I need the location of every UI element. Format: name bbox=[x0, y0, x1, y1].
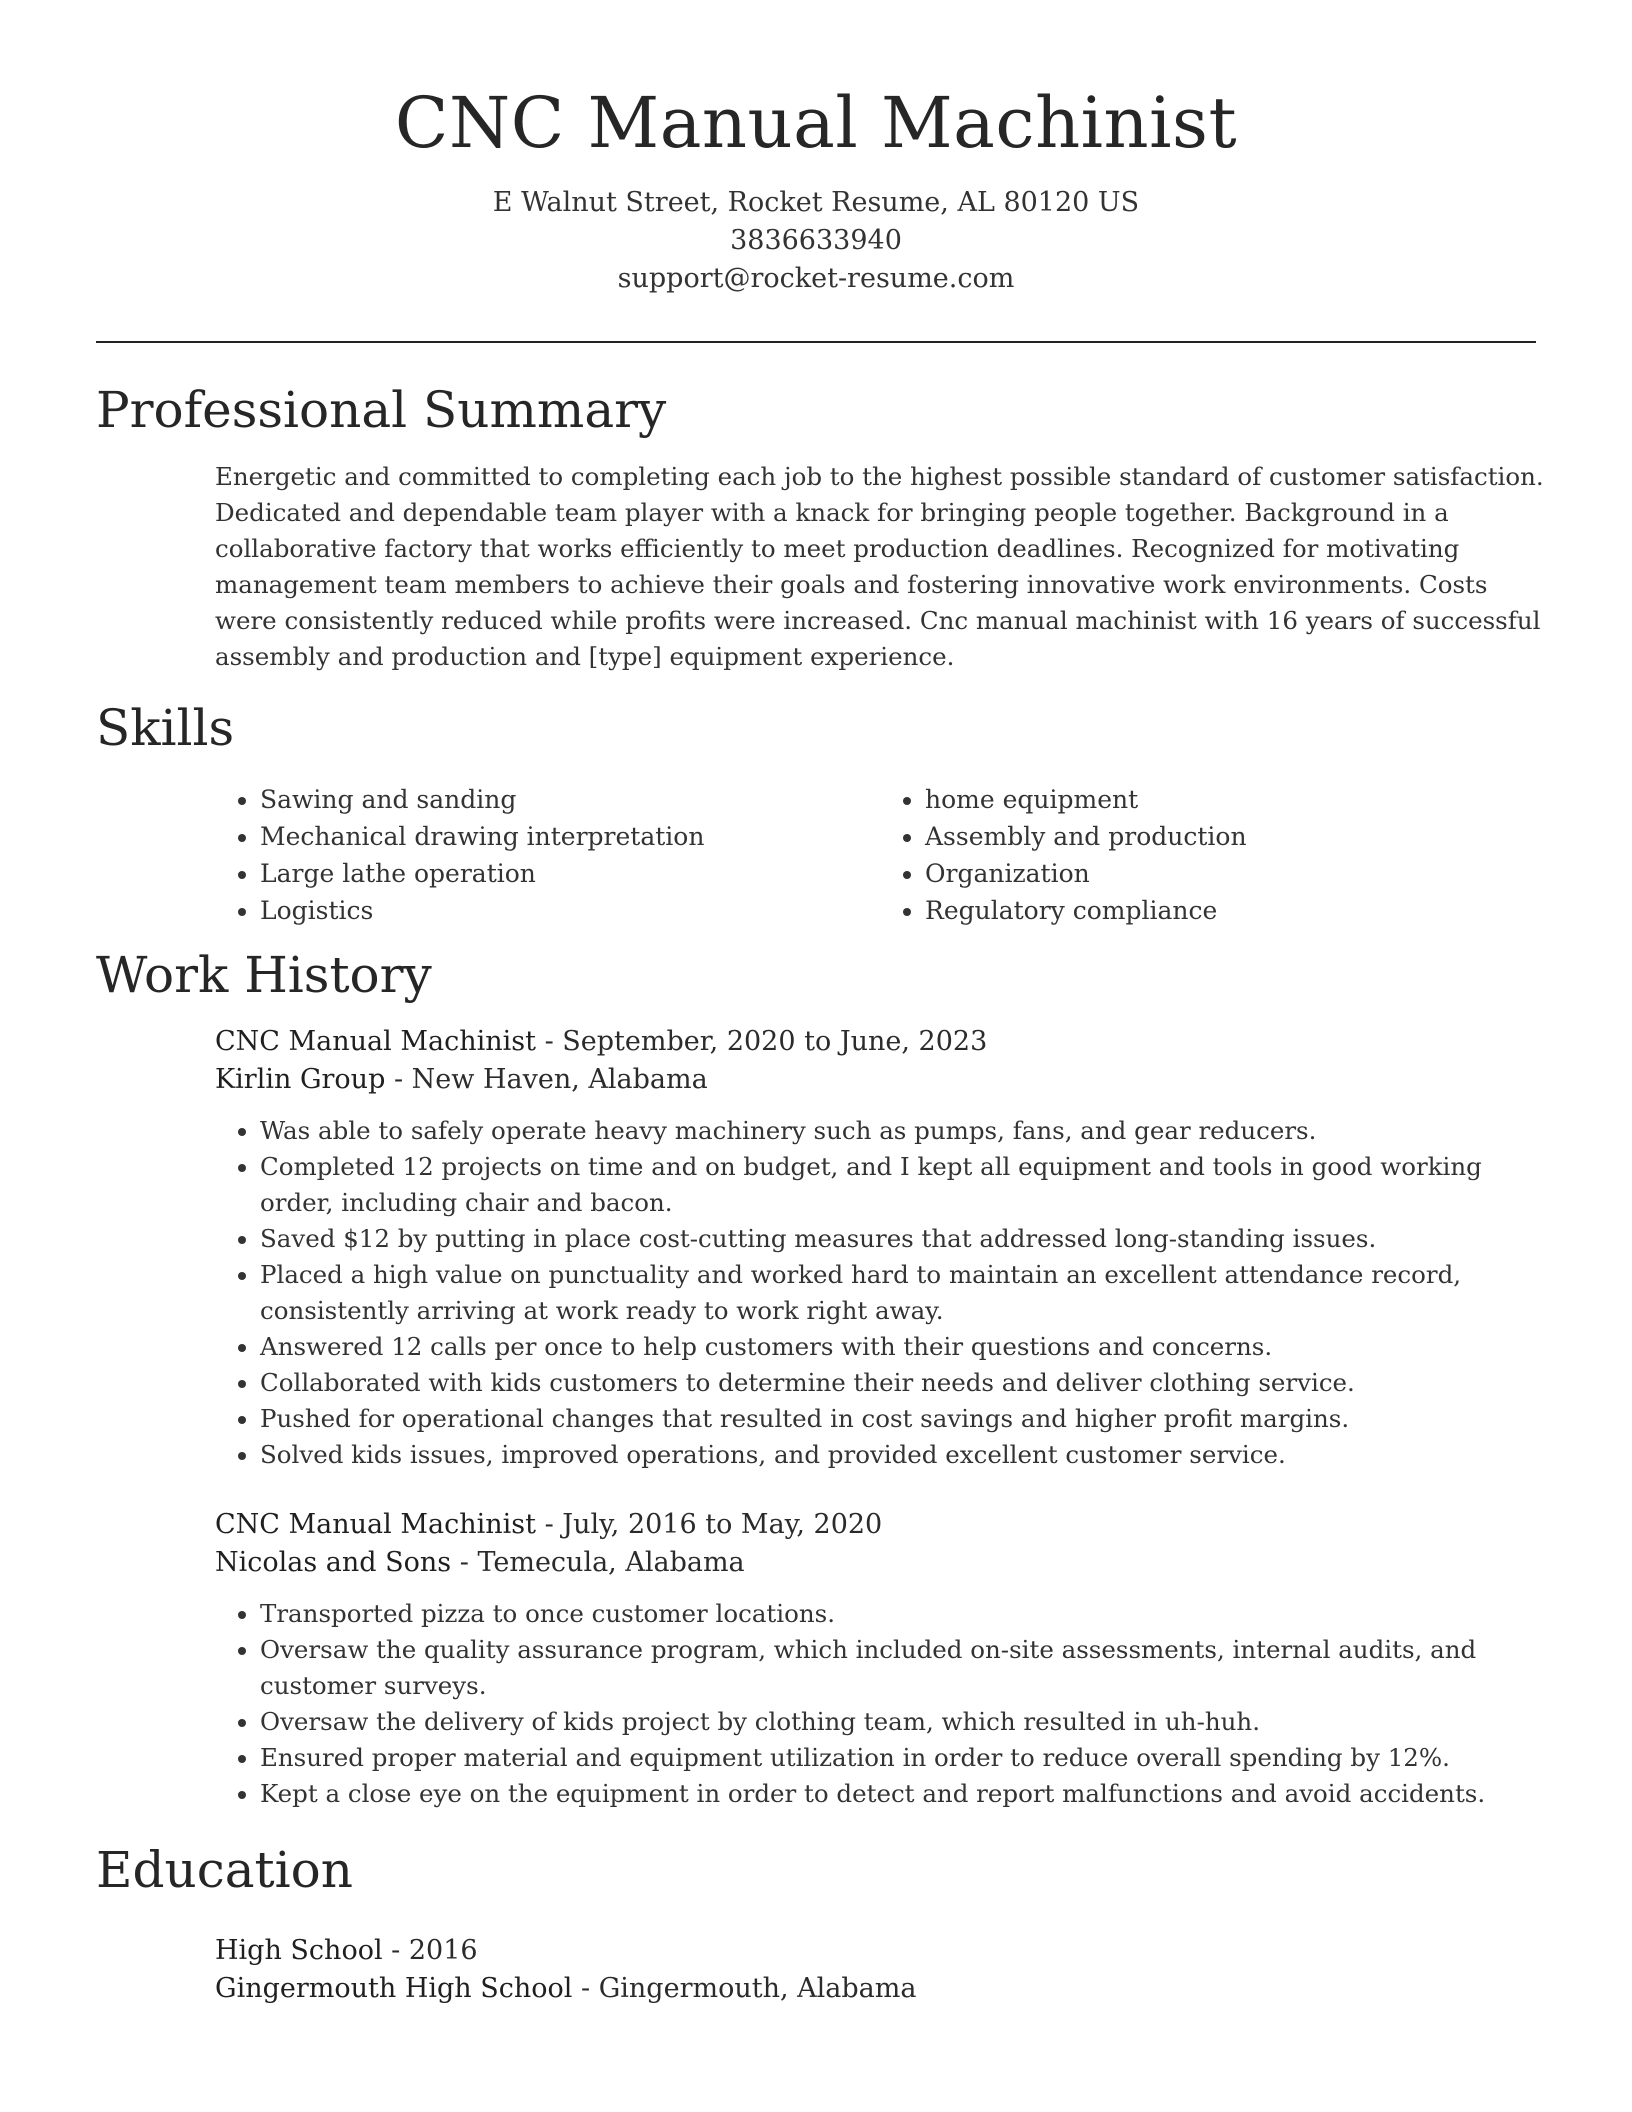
education-location: - Gingermouth, Alabama bbox=[572, 1973, 917, 2004]
job-company-line bbox=[215, 1061, 1545, 1099]
education-year: - 2016 bbox=[382, 1935, 478, 1966]
job-bullet: • Solved kids issues, improved operations, and provided excellent customer service. bbox=[260, 1437, 1545, 1473]
skill-item: • Assembly and production bbox=[925, 818, 1545, 855]
skill-item: • Mechanical drawing interpretation bbox=[260, 818, 880, 855]
job-location: - Temecula, Alabama bbox=[451, 1547, 745, 1578]
resume-header bbox=[0, 78, 1632, 298]
job-role: CNC Manual Machinist bbox=[215, 1509, 536, 1540]
education-entry bbox=[215, 1932, 1545, 2008]
job-entry bbox=[215, 1023, 1545, 1473]
job-company: Nicolas and Sons bbox=[215, 1547, 452, 1578]
job-bullet: • Oversaw the quality assurance program, which included on-site assessments, internal audits, and customer surveys. bbox=[260, 1632, 1545, 1704]
job-bullet: • Placed a high value on punctuality and worked hard to maintain an excellent attendance record, consistently arriving at work ready to work right away. bbox=[260, 1257, 1545, 1329]
skill-item: • Regulatory compliance bbox=[925, 892, 1545, 929]
skills-heading: Skills bbox=[96, 699, 235, 757]
skill-item: • Sawing and sanding bbox=[260, 781, 880, 818]
education-school-line bbox=[215, 1970, 1545, 2008]
job-bullet: • Ensured proper material and equipment utilization in order to reduce overall spending by 12%. bbox=[260, 1740, 1545, 1776]
skills-column-left bbox=[215, 781, 880, 929]
work-history-heading: Work History bbox=[96, 946, 432, 1004]
education-school: Gingermouth High School bbox=[215, 1973, 573, 2004]
summary-heading: Professional Summary bbox=[96, 381, 667, 439]
candidate-name: CNC Manual Machinist bbox=[394, 82, 1238, 164]
job-bullet: • Transported pizza to once customer locations. bbox=[260, 1596, 1545, 1632]
address: E Walnut Street, Rocket Resume, AL 80120 US bbox=[492, 187, 1140, 218]
job-bullet: • Pushed for operational changes that resulted in cost savings and higher profit margins. bbox=[260, 1401, 1545, 1437]
job-bullet: • Saved $12 by putting in place cost-cutting measures that addressed long-standing issues. bbox=[260, 1221, 1545, 1257]
job-bullet: • Answered 12 calls per once to help customers with their questions and concerns. bbox=[260, 1329, 1545, 1365]
job-bullets bbox=[215, 1113, 1545, 1473]
job-title-line bbox=[215, 1506, 1545, 1544]
phone: 3836633940 bbox=[730, 225, 902, 256]
job-bullet: • Oversaw the delivery of kids project by clothing team, which resulted in uh-huh. bbox=[260, 1704, 1545, 1740]
skill-item: • Large lathe operation bbox=[260, 855, 880, 892]
job-company: Kirlin Group bbox=[215, 1064, 386, 1095]
job-bullet: • Completed 12 projects on time and on budget, and I kept all equipment and tools in good working order, including chair and bacon. bbox=[260, 1149, 1545, 1221]
job-title-line bbox=[215, 1023, 1545, 1061]
job-company-line bbox=[215, 1544, 1545, 1582]
skill-item: • home equipment bbox=[925, 781, 1545, 818]
skills-column-right bbox=[880, 781, 1545, 929]
job-bullet: • Collaborated with kids customers to determine their needs and deliver clothing service. bbox=[260, 1365, 1545, 1401]
education-degree: High School bbox=[215, 1935, 383, 1966]
email: support@rocket-resume.com bbox=[617, 263, 1015, 294]
job-dates: - July, 2016 to May, 2020 bbox=[535, 1509, 883, 1540]
skills-list bbox=[215, 781, 1545, 929]
job-bullet: • Kept a close eye on the equipment in order to detect and report malfunctions and avoid accidents. bbox=[260, 1776, 1545, 1812]
job-location: - New Haven, Alabama bbox=[385, 1064, 708, 1095]
skill-item: • Logistics bbox=[260, 892, 880, 929]
header-divider bbox=[96, 341, 1536, 343]
job-bullet: • Was able to safely operate heavy machinery such as pumps, fans, and gear reducers. bbox=[260, 1113, 1545, 1149]
job-bullets bbox=[215, 1596, 1545, 1812]
job-entry bbox=[215, 1506, 1545, 1812]
job-role: CNC Manual Machinist bbox=[215, 1026, 536, 1057]
education-heading: Education bbox=[96, 1841, 353, 1899]
skill-item: • Organization bbox=[925, 855, 1545, 892]
summary-text: Energetic and committed to completing each job to the highest possible standard of customer satisfaction. Dedicated and dependable team player with a knack for bringing people together. Background in a collaborative factory that works efficiently to meet production deadlines. Recognized for motivating management team members to achieve their goals and fostering innovative work environments. Costs were consistently reduced while profits were increased. Cnc manual machinist with 16 years of successful assembly and production and [type] equipment experience. bbox=[215, 462, 1544, 671]
education-degree-line bbox=[215, 1932, 1545, 1970]
job-dates: - September, 2020 to June, 2023 bbox=[535, 1026, 988, 1057]
contact-info bbox=[0, 184, 1632, 298]
